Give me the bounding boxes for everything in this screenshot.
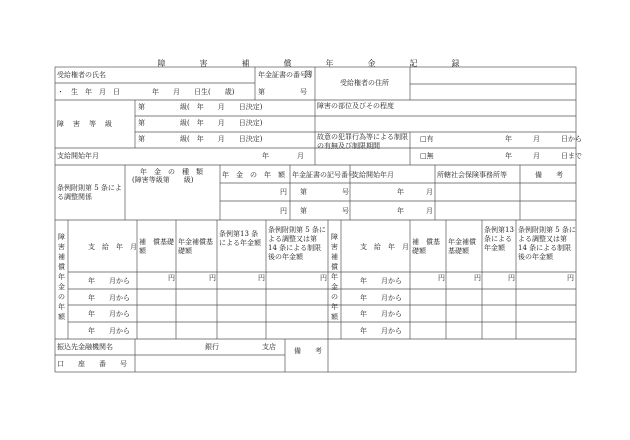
yen-unit: 円: [474, 274, 481, 282]
col-rule5-right: 条例附則第 5 条による調整又は第 14 条による制限後の年金額: [518, 226, 576, 261]
col-rule5-left: 条例附則第 5 条による調整又は第 14 条による制限後の年金額: [268, 226, 326, 261]
col-month-right: 支 給 年 月: [360, 243, 409, 251]
cert-gou: 号: [342, 207, 349, 215]
cert-dai: 第: [300, 207, 307, 215]
yen-unit: 円: [280, 207, 287, 215]
col-month-left: 支 給 年 月: [88, 243, 137, 251]
intent-restriction-label: 故意の犯罪行為等による制限の有無及び制限期間: [317, 133, 408, 150]
restriction-has-checkbox[interactable]: □有: [420, 135, 434, 143]
grade-row-2: 第 級( 年 月 日決定): [138, 119, 263, 127]
yen-unit: 円: [209, 274, 216, 282]
grade-label: 障 害 等 級: [57, 120, 113, 128]
col-rule13-left: 条例第13 条による年金額: [219, 230, 261, 247]
bank-suffix: 銀行: [205, 343, 219, 351]
payment-start-label: 支給開始年月: [57, 152, 99, 160]
pension-grade-sub: (障害等級第 級): [132, 176, 194, 184]
restriction-none-checkbox[interactable]: □無: [420, 152, 434, 160]
yen-unit: 円: [168, 274, 175, 282]
recipient-address-label: 受給権者の住所: [340, 79, 389, 87]
yen-unit: 円: [508, 274, 515, 282]
row-label-right-1: 年 月から: [360, 277, 402, 285]
pension-amount-label: 年 金 の 年 額: [222, 171, 285, 179]
yen-unit: 円: [280, 188, 287, 196]
grade-row-3: 第 級( 年 月 日決定): [138, 135, 263, 143]
start-month-label: 支給開始年月: [352, 171, 394, 179]
branch-suffix: 支店: [262, 343, 276, 351]
col-base-left: 補 償基礎額: [139, 238, 174, 255]
payment-start-value: 年 月: [262, 152, 304, 160]
bank-label: 振込先金融機関名: [57, 343, 113, 351]
cert-symbol-label: 年金証書の記号番号: [292, 171, 355, 179]
injury-location-label: 障害の部位及びその程度: [317, 102, 394, 110]
restriction-has-date: 年 月 日から: [505, 135, 582, 143]
pension-side-label-right: 障害補償年金の年額: [331, 233, 338, 321]
pension-type-label: 年 金 の 種 類: [140, 168, 203, 176]
row-label-left-1: 年 月から: [88, 277, 130, 285]
row-label-left-2: 年 月から: [88, 294, 130, 302]
grade-row-1: 第 級( 年 月 日決定): [138, 103, 263, 111]
yen-unit: 円: [320, 274, 327, 282]
col-pension-base-left: 年金補償基礎額: [178, 238, 213, 255]
restriction-none-date: 年 月 日まで: [505, 152, 582, 160]
yen-unit: 円: [567, 274, 574, 282]
pension-cert-no-value: 第 号: [258, 88, 307, 96]
cert-gou: 号: [342, 188, 349, 196]
birth-date-label: ・ 生 年 月 日: [57, 88, 120, 96]
pension-cert-no-label: 年金証書の番号: [258, 71, 307, 79]
start-nen: 年: [397, 207, 404, 215]
recipient-name-label: 受給権者の氏名: [57, 71, 106, 79]
adjustment-label: 条例附則第 5 条による調整関係: [57, 184, 122, 201]
col-base-right: 補 償基礎額: [412, 238, 440, 255]
bank-remarks-label: 備 考: [294, 347, 322, 355]
pension-side-label: 障害補償年金の年額: [58, 233, 65, 321]
page-title: 障 害 補 償 年 金 記 録 簿: [157, 59, 494, 79]
yen-unit: 円: [258, 274, 265, 282]
row-label-left-3: 年 月から: [88, 310, 130, 318]
account-number-label: 口 座 番 号: [57, 360, 127, 368]
cert-dai: 第: [300, 188, 307, 196]
adjustment-remarks-label: 備 考: [535, 171, 563, 179]
row-label-left-4: 年 月から: [88, 327, 130, 335]
row-label-right-3: 年 月から: [360, 310, 402, 318]
birth-date-value: 年 月 日生( 歳): [152, 88, 235, 96]
yen-unit: 円: [438, 274, 445, 282]
office-label: 所轄社会保険事務所等: [437, 171, 507, 179]
row-label-right-2: 年 月から: [360, 294, 402, 302]
col-pension-base-right: 年金補償基礎額: [448, 238, 476, 255]
col-rule13-right: 条例第13 条による年金額: [484, 226, 514, 252]
row-label-right-4: 年 月から: [360, 327, 402, 335]
start-nen: 年: [397, 188, 404, 196]
start-tsuki: 月: [426, 188, 433, 196]
start-tsuki: 月: [426, 207, 433, 215]
